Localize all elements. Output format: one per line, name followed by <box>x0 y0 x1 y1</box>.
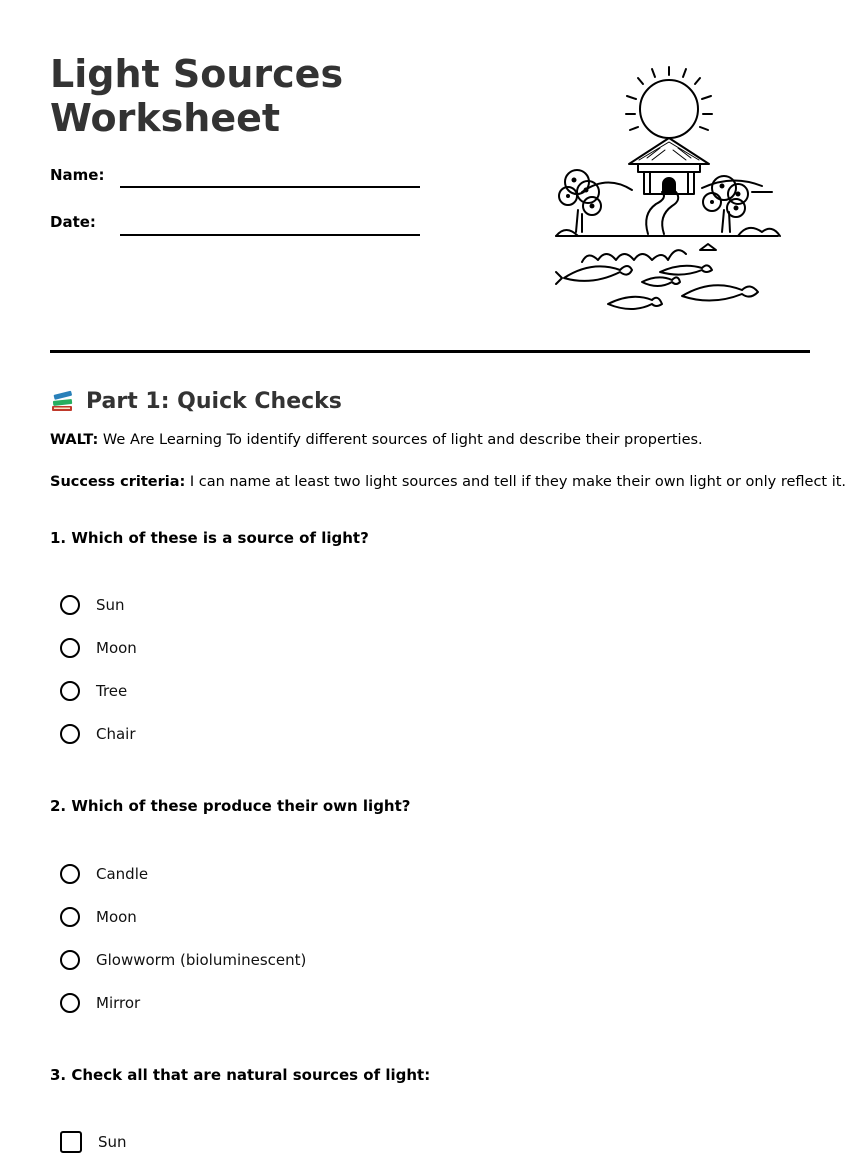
radio-button[interactable] <box>60 595 80 615</box>
name-label: Name: <box>50 166 105 184</box>
success-label: Success criteria: <box>50 474 186 490</box>
q2-option-candle[interactable] <box>60 861 148 887</box>
success-text: I can name at least two light sources and tell if they make their own light or only reflect it. <box>189 474 847 490</box>
q2-option-mirror[interactable] <box>60 990 140 1016</box>
radio-button[interactable] <box>60 864 80 884</box>
q3-option-sun[interactable] <box>60 1129 127 1155</box>
question-2: 2. Which of these produce their own light? <box>50 797 411 815</box>
sun-landscape-illustration <box>552 64 786 320</box>
q1-option-tree[interactable] <box>60 678 127 704</box>
q2-option-moon[interactable] <box>60 904 137 930</box>
option-label: Tree <box>96 682 128 700</box>
radio-button[interactable] <box>60 907 80 927</box>
books-icon <box>50 388 76 414</box>
question-3: 3. Check all that are natural sources of light: <box>50 1066 431 1084</box>
section-heading <box>50 388 342 414</box>
option-label: Sun <box>96 596 125 614</box>
q1-option-sun[interactable] <box>60 592 125 618</box>
option-label: Glowworm (bioluminescent) <box>96 951 307 969</box>
date-label: Date: <box>50 213 96 231</box>
name-field[interactable] <box>120 186 420 188</box>
radio-button[interactable] <box>60 681 80 701</box>
option-label: Moon <box>96 908 137 926</box>
radio-button[interactable] <box>60 724 80 744</box>
page-title: Light Sources Worksheet <box>50 52 344 140</box>
radio-button[interactable] <box>60 993 80 1013</box>
question-1: 1. Which of these is a source of light? <box>50 529 369 547</box>
option-label: Candle <box>96 865 149 883</box>
success-criteria <box>50 472 846 492</box>
checkbox[interactable] <box>60 1131 82 1153</box>
option-label: Mirror <box>96 994 141 1012</box>
section-title: Part 1: Quick Checks <box>86 388 342 414</box>
walt-label: WALT: <box>50 432 99 448</box>
q1-option-moon[interactable] <box>60 635 137 661</box>
option-label: Moon <box>96 639 137 657</box>
radio-button[interactable] <box>60 638 80 658</box>
option-label: Sun <box>98 1133 127 1151</box>
q2-option-glowworm[interactable] <box>60 947 306 973</box>
option-label: Chair <box>96 725 136 743</box>
walt-text: We Are Learning To identify different sources of light and describe their properties. <box>102 432 703 448</box>
divider-rule <box>50 350 810 353</box>
radio-button[interactable] <box>60 950 80 970</box>
q1-option-chair[interactable] <box>60 721 136 747</box>
date-field[interactable] <box>120 234 420 236</box>
walt-statement <box>50 430 703 450</box>
